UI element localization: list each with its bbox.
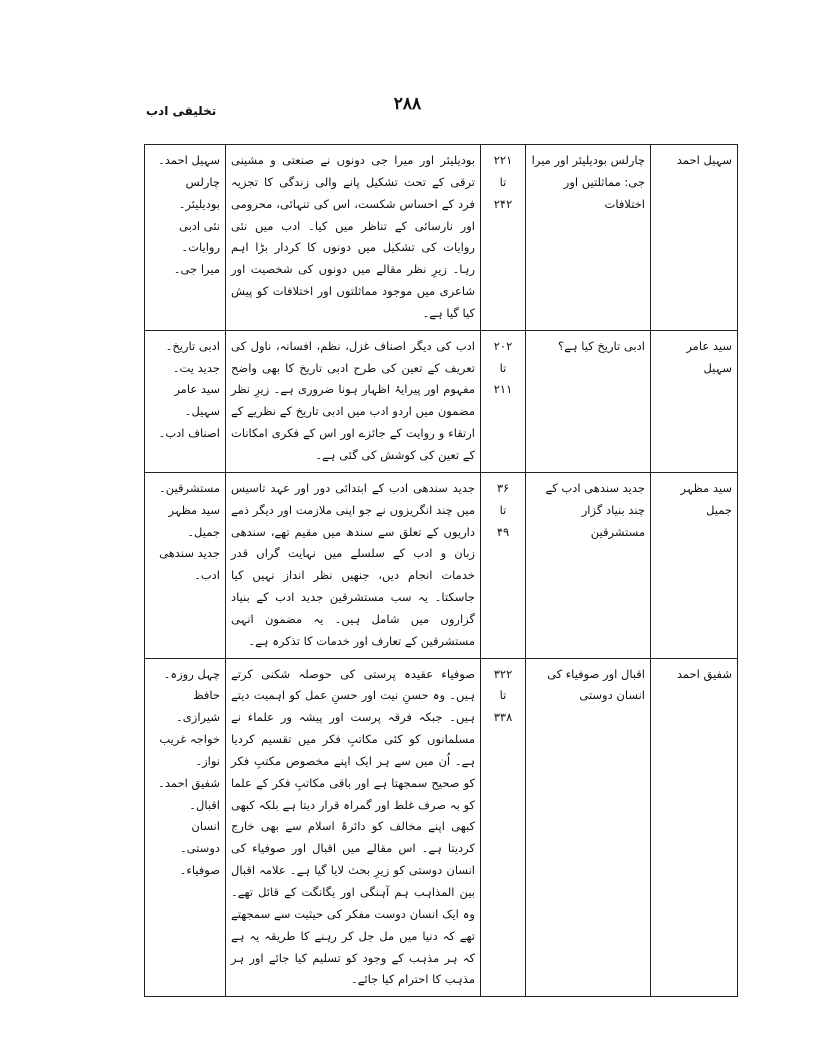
- keyword: شفیق احمد۔: [158, 775, 220, 790]
- keyword: میرا جی۔: [173, 262, 220, 277]
- keyword: خواجہ غریب نواز۔: [159, 732, 220, 768]
- page-range-part: تا: [499, 502, 507, 517]
- page-range-part: تا: [499, 688, 507, 703]
- keyword: صوفیاء۔: [179, 863, 220, 878]
- pages-cell: [481, 330, 526, 472]
- keyword: چارلس بودیلیئر۔: [178, 174, 220, 211]
- page-range-part: ۳۶: [496, 480, 510, 495]
- keyword: سید مظہر جمیل۔: [168, 502, 220, 539]
- keyword: انسان دوستی۔: [179, 819, 220, 856]
- author-cell: سہیل احمد: [651, 145, 738, 331]
- keywords-cell: [145, 145, 226, 331]
- title-cell: چارلس بودیلیئر اور میرا جی: مماثلتیں اور اختلافات: [526, 145, 651, 331]
- pages-cell: [481, 658, 526, 997]
- page-number: ۲۸۸: [393, 94, 422, 114]
- keywords-cell: [145, 658, 226, 997]
- page-range-part: ۳۲۲: [493, 666, 513, 681]
- table-row: [145, 330, 738, 472]
- author-cell: شفیق احمد: [651, 658, 738, 997]
- pages-cell: [481, 145, 526, 331]
- author-cell: سید مظہر جمیل: [651, 472, 738, 658]
- keywords-cell: [145, 330, 226, 472]
- table-row: [145, 145, 738, 331]
- page-range-part: ۲۰۲: [493, 338, 513, 353]
- keyword: سہیل احمد۔: [158, 153, 220, 167]
- table-row: [145, 472, 738, 658]
- keyword: نئی ادبی روایات۔: [178, 218, 220, 255]
- keyword: مستشرقین۔: [159, 480, 220, 495]
- keyword: ادب۔: [194, 568, 220, 583]
- page-range-part: ۲۱۱: [493, 382, 513, 397]
- summary-cell: بودیلیئر اور میرا جی دونوں نے صنعتی و مشینی ترقی کے تحت تشکیل پانے والی زندگی کا تجزیہ فرد کے احساس شکست، اس کی تنہائی، محرومی اور نارسائی کے تناظر میں کیا۔ ادب میں نئی روایات کی تشکیل میں دونوں کا کردار بڑا اہم رہا۔ زیرِ نظر مقالے میں دونوں کی شخصیت اور شاعری میں موجود مماثلتوں اور اختلافات کو پیش کیا گیا ہے۔: [226, 145, 481, 331]
- keyword: جدید سندھی: [159, 546, 220, 561]
- summary-cell: جدید سندھی ادب کے ابتدائی دور اور عہد تاسیس میں چند انگریزوں نے جو اپنی ملازمت اور دیگر ذمے داریوں کے تعلق سے سندھ میں مقیم تھے، سندھی زبان و ادب کے سلسلے میں نہایت گراں قدر خدمات انجام دیں، جنھیں نظر انداز نہیں کیا جاسکتا۔ یہ سب مستشرقین جدید ادب کے بنیاد گزاروں میں شامل ہیں۔ یہ مضمون انہی مستشرقین کے تعارف اور خدمات کا تذکرہ ہے۔: [226, 472, 481, 658]
- keyword: جدید یت۔: [172, 360, 220, 375]
- title-cell: جدید سندھی ادب کے چند بنیاد گزار مستشرقین: [526, 472, 651, 658]
- page-range-part: تا: [499, 174, 507, 189]
- keyword: حافظ شیرازی۔: [176, 688, 220, 725]
- running-head: تخلیقی ادب: [146, 104, 217, 118]
- title-cell: ادبی تاریخ کیا ہے؟: [526, 330, 651, 472]
- table-body: [145, 145, 738, 997]
- page-range-part: ۳۳۸: [493, 710, 513, 725]
- keywords-cell: [145, 472, 226, 658]
- title-cell: اقبال اور صوفیاء کی انسان دوستی: [526, 658, 651, 997]
- pages-cell: [481, 472, 526, 658]
- keyword: ادبی تاریخ۔: [165, 338, 220, 353]
- keyword: اقبال۔: [189, 797, 220, 812]
- summary-cell: ادب کی دیگر اصناف غزل، نظم، افسانہ، ناول کی تعریف کے تعین کی طرح ادبی تاریخ کا بھی واضح مفہوم اور پیرایۂ اظہار ہونا ضروری ہے۔ زیرِ نظر مضمون میں اردو ادب میں ادبی تاریخ کے نظریے کے ارتقاء و روایت کے جائزے اور اس کے فکری امکانات کے تعین کی کوشش کی گئی ہے۔: [226, 330, 481, 472]
- keyword: اصناف ادب۔: [158, 426, 220, 441]
- keyword: چہل روزہ۔: [163, 666, 220, 681]
- table-row: [145, 658, 738, 997]
- author-cell: سید عامر سہیل: [651, 330, 738, 472]
- page-range-part: تا: [499, 360, 507, 375]
- article-index-table: [144, 144, 738, 997]
- page-range-part: ۲۲۱: [493, 153, 513, 167]
- page-range-part: ۲۴۲: [493, 196, 513, 211]
- keyword: سید عامر سہیل۔: [174, 382, 220, 419]
- page-range-part: ۴۹: [496, 524, 510, 539]
- summary-cell: صوفیاء عقیدہ پرستی کی حوصلہ شکنی کرتے ہیں۔ وہ حسنِ نیت اور حسنِ عمل کو اہمیت دیتے ہیں۔ جبکہ فرقہ پرست اور پیشہ ور علماء نے مسلمانوں کو کئی مکاتبِ فکر میں تقسیم کردیا ہے۔ اُن میں سے ہر ایک اپنے مخصوص مکتبِ فکر کو صحیح سمجھتا ہے اور باقی مکاتبِ فکر کے علما کو بہ صرف غلط اور گمراہ قرار دیتا ہے بلکہ کبھی کبھی اپنے مخالف کو دائرۂ اسلام سے بھی خارج کردیتا ہے۔ اس مقالے میں اقبال اور صوفیاء کی انسان دوستی کو زیرِ بحث لایا گیا ہے۔ علامہ اقبال بین المذاہب ہم آہنگی اور یگانگت کے قائل تھے۔ وہ ایک انسان دوست مفکر کی حیثیت سے سمجھتے تھے کہ دنیا میں مل جل کر رہنے کا طریقہ یہ ہے کہ ہر مذہب کے وجود کو تسلیم کیا جائے اور ہر مذہب کا احترام کیا جائے۔: [226, 658, 481, 997]
